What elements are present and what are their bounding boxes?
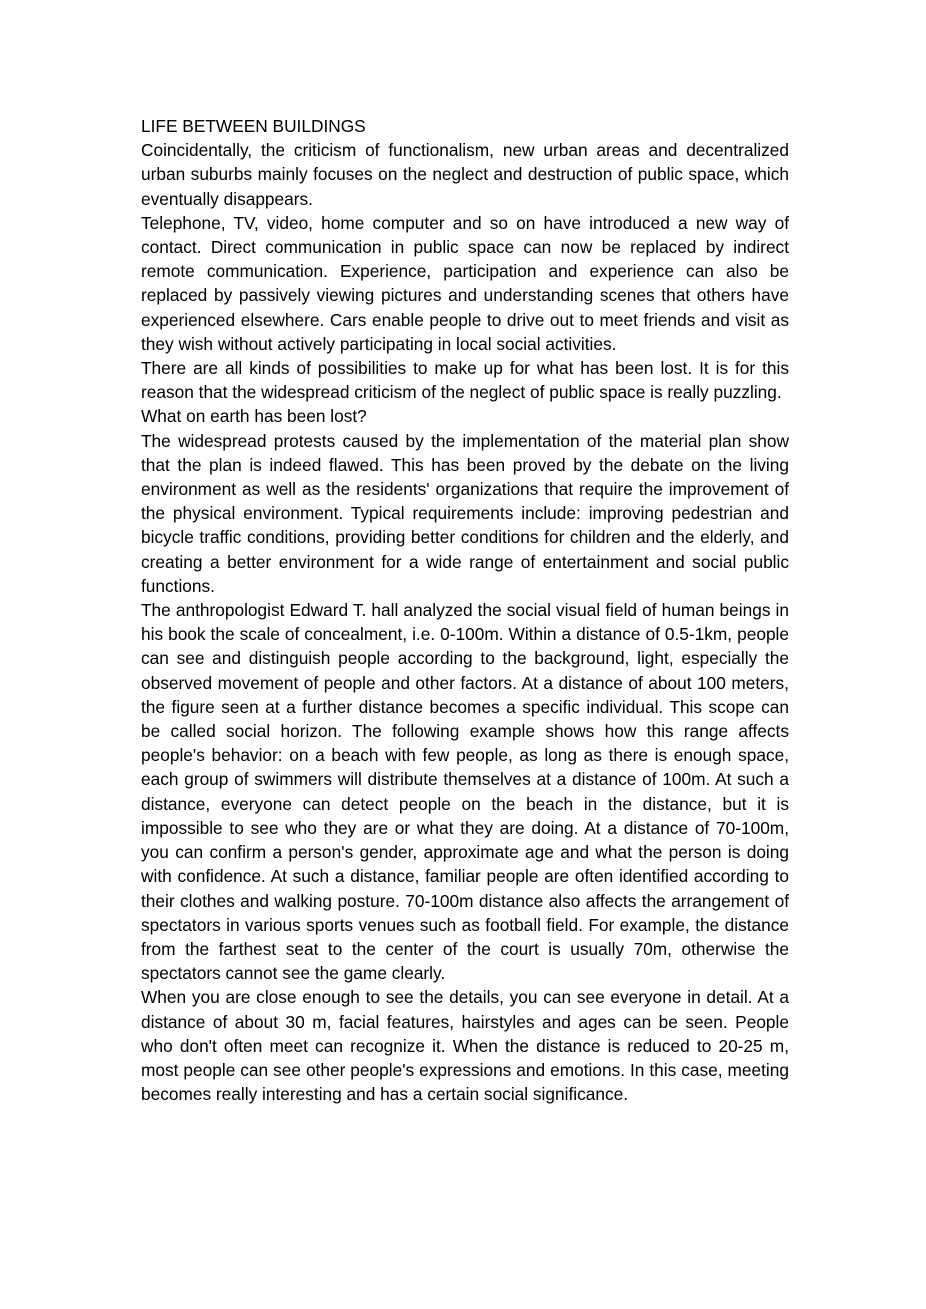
document-page [141,114,789,1106]
paragraph-6: The anthropologist Edward T. hall analyzed the social visual field of human beings in his book the scale of concealment, i.e. 0-100m. Within a distance of 0.5-1km, people can see and distinguish people according to the background, light, especially the observed movement of people and other factors. At a distance of about 100 meters, the figure seen at a further distance becomes a specific individual. This scope can be called social horizon. The following example shows how this range affects people's behavior: on a beach with few people, as long as there is enough space, each group of swimmers will distribute themselves at a distance of 100m. At such a distance, everyone can detect people on the beach in the distance, but it is impossible to see who they are or what they are doing. At a distance of 70-100m, you can confirm a person's gender, approximate age and what the person is doing with confidence. At such a distance, familiar people are often identified according to their clothes and walking posture. 70-100m distance also affects the arrangement of spectators in various sports venues such as football field. For example, the distance from the farthest seat to the center of the court is usually 70m, otherwise the spectators cannot see the game clearly. [141,600,789,984]
paragraph-7: When you are close enough to see the details, you can see everyone in detail. At a distance of about 30 m, facial features, hairstyles and ages can be seen. People who don't often meet can recognize it. When the distance is reduced to 20-25 m, most people can see other people's expressions and emotions. In this case, meeting becomes really interesting and has a certain social significance. [141,987,789,1105]
paragraph-2: Telephone, TV, video, home computer and so on have introduced a new way of contact. Direct communication in public space can now be replaced by indirect remote communication. Experience, participation and experience can also be replaced by passively viewing pictures and understanding scenes that others have experienced elsewhere. Cars enable people to drive out to meet friends and visit as they wish without actively participating in local social activities. [141,212,789,354]
paragraph-3: There are all kinds of possibilities to make up for what has been lost. It is for this reason that the widespread criticism of the neglect of public space is really puzzling. [141,358,789,403]
paragraph-1: Coincidentally, the criticism of functionalism, new urban areas and decentralized urban suburbs mainly focuses on the neglect and destruction of public space, which eventually disappears. [141,140,789,209]
paragraph-5: The widespread protests caused by the implementation of the material plan show that the plan is indeed flawed. This has been proved by the debate on the living environment as well as the residents' organizations that require the improvement of the physical environment. Typical requirements include: improving pedestrian and bicycle traffic conditions, providing better conditions for children and the elderly, and creating a better environment for a wide range of entertainment and social public functions. [141,430,789,596]
paragraph-4: What on earth has been lost? [141,406,367,427]
document-title: LIFE BETWEEN BUILDINGS [141,116,366,136]
